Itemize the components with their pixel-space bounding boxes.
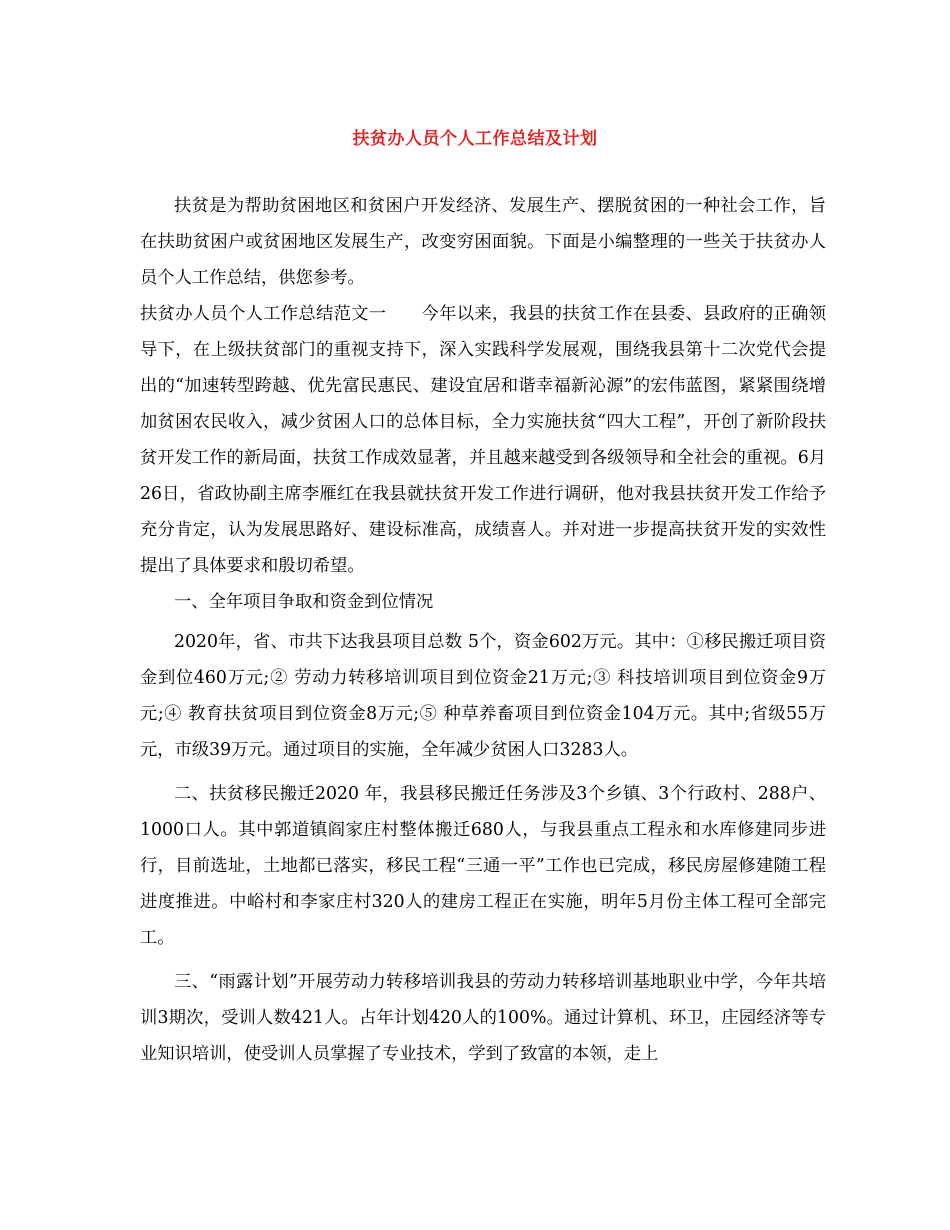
- intro-paragraph: 扶贫是为帮助贫困地区和贫困户开发经济、发展生产、摆脱贫困的一种社会工作，旨在扶助贫困户或贫困地区发展生产，改变穷困面貌。下面是小编整理的一些关于扶贫办人员个人工作总结，供您参考。: [140, 196, 826, 288]
- relocation-paragraph: 二、扶贫移民搬迁2020 年，我县移民搬迁任务涉及3个乡镇、3个行政村、288户、1000口人。其中郭道镇阎家庄村整体搬迁680人，与我县重点工程永和水库修建同步进行，目前选址，土地都已落实，移民工程“三通一平”工作也已完成，移民房屋修建随工程进度推进。中峪村和李家庄村320人的建房工程正在实施，明年5月份主体工程可全部完工。: [140, 784, 826, 948]
- document-title: 扶贫办人员个人工作总结及计划: [352, 129, 598, 149]
- training-paragraph: 三、“雨露计划”开展劳动力转移培训我县的劳动力转移培训基地职业中学，今年共培训3期次，受训人数421人。占年计划420人的100%。通过计算机、环卫，庄园经济等专业知识培训，使受训人员掌握了专业技术，学到了致富的本领，走上: [140, 972, 826, 1064]
- section-heading-projects: 一、全年项目争取和资金到位情况: [174, 592, 434, 612]
- projects-paragraph: 2020年，省、市共下达我县项目总数 5个，资金602万元。其中：①移民搬迁项目资金到位460万元;② 劳动力转移培训项目到位资金21万元;③ 科技培训项目到位资金9万元;④ 教育扶贫项目到位资金8万元;⑤ 种草养畜项目到位资金104万元。其中;省级55万元，市级39万元。通过项目的实施，全年减少贫困人口3283人。: [140, 632, 826, 760]
- summary-paragraph: 扶贫办人员个人工作总结范文一 今年以来，我县的扶贫工作在县委、县政府的正确领导下，在上级扶贫部门的重视支持下，深入实践科学发展观，围绕我县第十二次党代会提出的“加速转型跨越、优先富民惠民、建设宜居和谐幸福新沁源”的宏伟蓝图，紧紧围绕增加贫困农民收入，减少贫困人口的总体目标，全力实施扶贫“四大工程”，开创了新阶段扶贫开发工作的新局面，扶贫工作成效显著，并且越来越受到各级领导和全社会的重视。6月26日，省政协副主席李雁红在我县就扶贫开发工作进行调研，他对我县扶贫开发工作给予充分肯定，认为发展思路好、建设标准高，成绩喜人。并对进一步提高扶贫开发的实效性提出了具体要求和殷切希望。: [140, 304, 826, 576]
- document-body: [140, 188, 826, 1072]
